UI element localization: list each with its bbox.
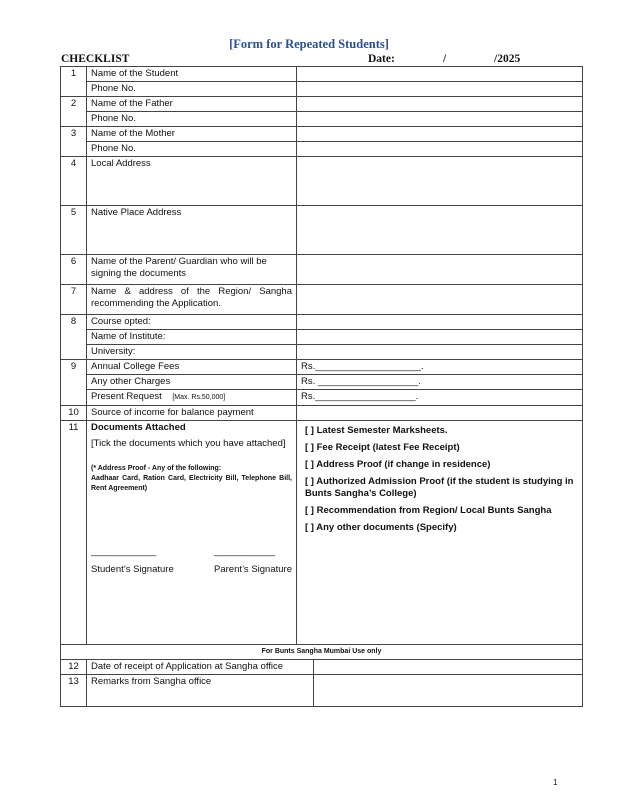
- date-label: Date:: [368, 53, 395, 65]
- father-name-field[interactable]: [297, 97, 583, 112]
- course-field[interactable]: [297, 315, 583, 330]
- checklist-heading: CHECKLIST: [61, 53, 130, 65]
- university-field[interactable]: [297, 345, 583, 360]
- institute-field[interactable]: [297, 330, 583, 345]
- row-number: 6: [61, 255, 87, 285]
- table-row: [61, 127, 583, 142]
- student-name-field[interactable]: [297, 67, 583, 82]
- field-label: Course opted:: [87, 315, 297, 330]
- mother-name-field[interactable]: [297, 127, 583, 142]
- field-label: Name of the Parent/ Guardian who will be signing the documents: [87, 255, 297, 285]
- field-label: Source of income for balance payment: [87, 406, 297, 421]
- remarks-field[interactable]: [314, 675, 583, 707]
- table-row: [61, 82, 583, 97]
- present-request-field[interactable]: Rs.___________________.: [297, 390, 583, 406]
- row-number: 7: [61, 285, 87, 315]
- guardian-name-field[interactable]: [297, 255, 583, 285]
- field-label: Any other Charges: [87, 375, 297, 390]
- row-number: 5: [61, 206, 87, 255]
- field-label: Phone No.: [87, 82, 297, 97]
- student-signature: [91, 546, 174, 576]
- row-number: 4: [61, 157, 87, 206]
- table-row: [61, 112, 583, 127]
- local-address-field[interactable]: [297, 157, 583, 206]
- signature-block: [91, 546, 292, 576]
- field-label: Local Address: [87, 157, 297, 206]
- row-number: 1: [61, 67, 87, 97]
- student-signature-label: Student’s Signature: [91, 564, 174, 575]
- college-fees-field[interactable]: Rs.____________________.: [297, 360, 583, 375]
- table-row: [61, 675, 583, 707]
- tick-instruction: [Tick the documents which you have attached]: [91, 438, 286, 449]
- table-row: [61, 285, 583, 315]
- field-label: Name & address of the Region/ Sangha recommending the Application.: [87, 285, 297, 315]
- form-title: [Form for Repeated Students]: [229, 37, 389, 51]
- documents-heading: Documents Attached: [91, 422, 186, 433]
- father-phone-field[interactable]: [297, 112, 583, 127]
- region-sangha-field[interactable]: [297, 285, 583, 315]
- row-number: 11: [61, 421, 87, 645]
- row-number: 8: [61, 315, 87, 360]
- doc-checkbox-admission-proof[interactable]: [ ] Authorized Admission Proof (if the student is studying in Bunts Sangha’s College): [305, 476, 574, 499]
- field-label: Name of the Father: [87, 97, 297, 112]
- table-row: [61, 330, 583, 345]
- row-number: 12: [61, 660, 87, 675]
- row-number: 13: [61, 675, 87, 707]
- field-label: Name of the Student: [87, 67, 297, 82]
- table-row: [61, 157, 583, 206]
- documents-cell: [87, 421, 297, 645]
- student-phone-field[interactable]: [297, 82, 583, 97]
- table-row: [61, 406, 583, 421]
- table-row: [61, 97, 583, 112]
- field-label: Name of Institute:: [87, 330, 297, 345]
- table-row: [61, 390, 583, 406]
- field-label: Name of the Mother: [87, 127, 297, 142]
- mother-phone-field[interactable]: [297, 142, 583, 157]
- table-row: [61, 645, 583, 660]
- other-charges-field[interactable]: Rs. ___________________.: [297, 375, 583, 390]
- date-slash: /: [443, 53, 447, 65]
- table-row: [61, 255, 583, 285]
- field-label: Phone No.: [87, 142, 297, 157]
- table-row: [61, 315, 583, 330]
- date-year: /2025: [494, 53, 521, 65]
- field-label: [87, 390, 297, 406]
- student-signature-line[interactable]: _______________: [91, 546, 156, 557]
- native-address-field[interactable]: [297, 206, 583, 255]
- documents-checklist: [297, 421, 583, 645]
- present-request-label: Present Request: [91, 391, 162, 402]
- field-label: Date of receipt of Application at Sangha office: [87, 660, 314, 675]
- checklist-table: [60, 66, 583, 707]
- income-source-field[interactable]: [297, 406, 583, 421]
- doc-checkbox-other[interactable]: [ ] Any other documents (Specify): [305, 522, 457, 533]
- doc-checkbox-address-proof[interactable]: [ ] Address Proof (if change in residence): [305, 459, 491, 470]
- doc-checkbox-fee-receipt[interactable]: [ ] Fee Receipt (latest Fee Receipt): [305, 442, 460, 453]
- field-label: Phone No.: [87, 112, 297, 127]
- parent-signature-line[interactable]: ______________: [214, 546, 274, 557]
- table-row: [61, 360, 583, 375]
- receipt-date-field[interactable]: [314, 660, 583, 675]
- row-number: 9: [61, 360, 87, 406]
- field-label: Annual College Fees: [87, 360, 297, 375]
- table-row: [61, 206, 583, 255]
- row-number: 10: [61, 406, 87, 421]
- field-label: Remarks from Sangha office: [87, 675, 314, 707]
- field-label: University:: [87, 345, 297, 360]
- doc-checkbox-marksheets[interactable]: [ ] Latest Semester Marksheets.: [305, 425, 448, 436]
- field-label: Native Place Address: [87, 206, 297, 255]
- table-row: [61, 375, 583, 390]
- parent-signature: [214, 546, 292, 576]
- row-number: 3: [61, 127, 87, 157]
- table-row: [61, 421, 583, 645]
- parent-signature-label: Parent’s Signature: [214, 564, 292, 575]
- row-number: 2: [61, 97, 87, 127]
- table-row: [61, 660, 583, 675]
- doc-checkbox-recommendation[interactable]: [ ] Recommendation from Region/ Local Bunts Sangha: [305, 505, 552, 516]
- table-row: [61, 67, 583, 82]
- address-proof-note-body: Aadhaar Card, Ration Card, Electricity Bill, Telephone Bill, Rent Agreement): [91, 475, 292, 492]
- address-proof-note-title: (* Address Proof - Any of the following:: [91, 465, 222, 472]
- max-amount-note: [Max. Rs.50,000]: [172, 394, 226, 401]
- office-use-heading: For Bunts Sangha Mumbai Use only: [61, 645, 583, 660]
- page-number: 1: [553, 778, 558, 787]
- table-row: [61, 142, 583, 157]
- table-row: [61, 345, 583, 360]
